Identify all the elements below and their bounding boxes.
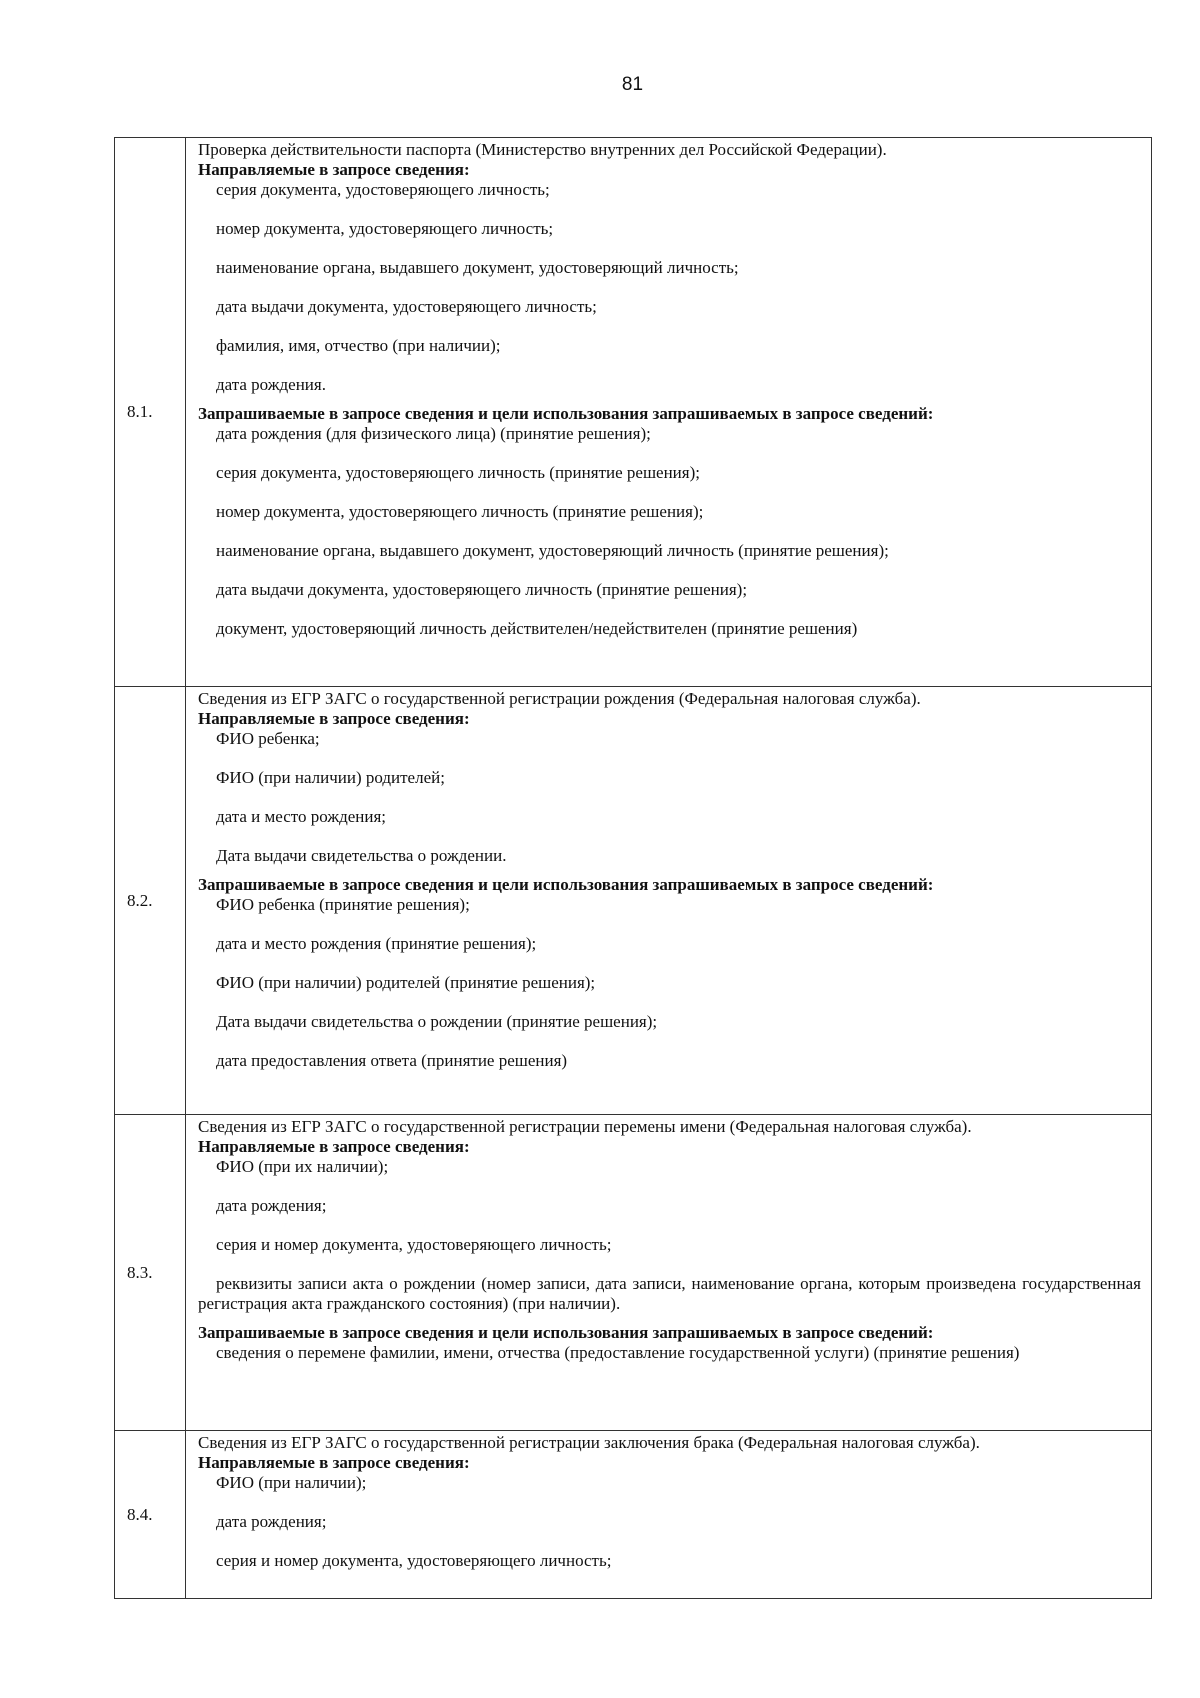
row-number: 8.2. <box>115 687 186 1115</box>
sent-list <box>198 729 1141 866</box>
list-item: ФИО ребенка (принятие решения); <box>216 895 470 914</box>
table-row <box>115 138 1152 687</box>
requested-list <box>198 895 1141 1071</box>
row-content <box>186 138 1152 687</box>
list-item: документ, удостоверяющий личность действителен/недействителен (принятие решения) <box>216 619 858 638</box>
sent-heading: Направляемые в запросе сведения: <box>198 160 470 179</box>
requested-heading: Запрашиваемые в запросе сведения и цели использования запрашиваемых в запросе сведений: <box>198 404 934 423</box>
row-title: Сведения из ЕГР ЗАГС о государственной регистрации заключения брака (Федеральная налоговая служба). <box>198 1433 980 1452</box>
row-content <box>186 1431 1152 1599</box>
sent-heading: Направляемые в запросе сведения: <box>198 1137 470 1156</box>
requested-heading: Запрашиваемые в запросе сведения и цели использования запрашиваемых в запросе сведений: <box>198 1323 934 1342</box>
row-title: Сведения из ЕГР ЗАГС о государственной регистрации перемены имени (Федеральная налоговая служба). <box>198 1117 972 1136</box>
list-item: наименование органа, выдавшего документ, удостоверяющий личность; <box>216 258 739 277</box>
requested-list <box>198 1343 1141 1363</box>
list-item: дата рождения. <box>216 375 326 394</box>
list-item: дата рождения (для физического лица) (принятие решения); <box>216 424 651 443</box>
table-row <box>115 1115 1152 1431</box>
sent-heading: Направляемые в запросе сведения: <box>198 1453 470 1472</box>
list-item: Дата выдачи свидетельства о рождении (принятие решения); <box>216 1012 658 1031</box>
list-item: дата рождения; <box>216 1196 327 1215</box>
requested-list <box>198 424 1141 639</box>
list-item: серия документа, удостоверяющего личность; <box>216 180 550 199</box>
list-item: сведения о перемене фамилии, имени, отчества (предоставление государственной услуги) (принятие решения) <box>216 1343 1020 1362</box>
requested-heading: Запрашиваемые в запросе сведения и цели использования запрашиваемых в запросе сведений: <box>198 875 934 894</box>
list-item: Дата выдачи свидетельства о рождении. <box>216 846 507 865</box>
row-number: 8.3. <box>115 1115 186 1431</box>
requests-table <box>114 137 1152 1599</box>
list-item: дата и место рождения; <box>216 807 387 826</box>
row-number: 8.4. <box>115 1431 186 1599</box>
sent-list <box>198 1473 1141 1571</box>
list-item: серия и номер документа, удостоверяющего личность; <box>216 1551 612 1570</box>
list-item: дата рождения; <box>216 1512 327 1531</box>
list-item: серия документа, удостоверяющего личность (принятие решения); <box>216 463 700 482</box>
list-item: ФИО (при наличии); <box>216 1473 367 1492</box>
sent-list <box>198 180 1141 395</box>
list-item: серия и номер документа, удостоверяющего личность; <box>216 1235 612 1254</box>
row-title: Проверка действительности паспорта (Министерство внутренних дел Российской Федерации). <box>198 140 887 159</box>
row-number: 8.1. <box>115 138 186 687</box>
table-row <box>115 1431 1152 1599</box>
list-item: номер документа, удостоверяющего личность; <box>216 219 554 238</box>
list-item: фамилия, имя, отчество (при наличии); <box>216 336 501 355</box>
list-item: дата и место рождения (принятие решения); <box>216 934 537 953</box>
list-item: наименование органа, выдавшего документ, удостоверяющий личность (принятие решения); <box>216 541 889 560</box>
row-content <box>186 687 1152 1115</box>
list-item: ФИО ребенка; <box>216 729 320 748</box>
list-item: дата выдачи документа, удостоверяющего личность (принятие решения); <box>216 580 748 599</box>
list-item: ФИО (при их наличии); <box>216 1157 389 1176</box>
table-row <box>115 687 1152 1115</box>
list-item: реквизиты записи акта о рождении (номер записи, дата записи, наименование органа, которым произведена государственная регистрация акта гражданского состояния) (при наличии). <box>198 1274 1141 1313</box>
list-item: дата выдачи документа, удостоверяющего личность; <box>216 297 597 316</box>
list-item: номер документа, удостоверяющего личность (принятие решения); <box>216 502 704 521</box>
page-number: 81 <box>621 74 644 95</box>
sent-list <box>198 1157 1141 1314</box>
row-title: Сведения из ЕГР ЗАГС о государственной регистрации рождения (Федеральная налоговая служба). <box>198 689 921 708</box>
list-item: дата предоставления ответа (принятие решения) <box>216 1051 568 1070</box>
row-content <box>186 1115 1152 1431</box>
sent-heading: Направляемые в запросе сведения: <box>198 709 470 728</box>
list-item: ФИО (при наличии) родителей (принятие решения); <box>216 973 596 992</box>
list-item: ФИО (при наличии) родителей; <box>216 768 445 787</box>
